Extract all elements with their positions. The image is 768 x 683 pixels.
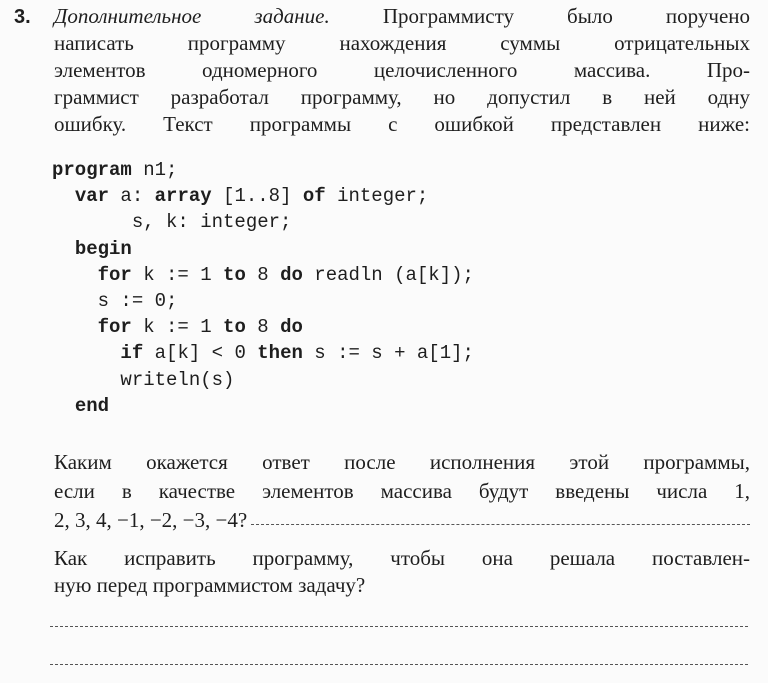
answer-blank-1[interactable] (251, 523, 750, 525)
code-line (52, 183, 474, 209)
code-keyword: do (280, 316, 303, 339)
question-2 (54, 545, 750, 599)
code-keyword: then (257, 342, 303, 365)
question-1-line: Каким окажется ответ после исполнения этой программы, (54, 450, 750, 474)
question-1-last-line (54, 506, 750, 535)
code-keyword: for (97, 316, 132, 339)
intro-line: элементов одномерного целочисленного массива. Про- (54, 58, 750, 82)
intro-line: ошибку. Текст программы с ошибкой представлен ниже: (54, 112, 750, 136)
code-line (52, 314, 474, 340)
code-line (52, 236, 474, 262)
code-text: 8 (245, 316, 281, 339)
code-text: k := 1 (131, 316, 224, 339)
code-keyword: var (74, 185, 110, 208)
code-text (52, 264, 98, 286)
code-text: s := 0; (52, 289, 178, 312)
code-line (52, 288, 474, 314)
code-text: readln (a[k]); (302, 263, 474, 286)
code-text: a: (109, 185, 155, 208)
task-intro (54, 3, 750, 138)
code-text (52, 395, 75, 417)
code-line (52, 393, 474, 419)
code-text: s := s + a[1]; (302, 342, 474, 365)
code-keyword: if (120, 342, 144, 365)
question-1 (54, 448, 750, 535)
intro-line (54, 3, 750, 30)
code-text: a[k] < 0 (143, 342, 258, 365)
code-keyword: to (223, 263, 246, 286)
intro-line: написать программу нахождения суммы отрицательных (54, 31, 750, 55)
code-keyword: to (223, 316, 246, 339)
code-text (52, 316, 98, 338)
code-keyword: program (52, 159, 132, 181)
answer-blank-3[interactable] (50, 664, 748, 665)
question-1-line: если в качестве элементов массива будут введены числа 1, (54, 479, 750, 503)
code-text (52, 342, 120, 364)
intro-line: граммист разработал программу, но допустил в ней одну (54, 85, 750, 109)
question-2-line: ную перед программистом задачу? (54, 573, 366, 597)
code-keyword: end (74, 394, 110, 417)
code-keyword: of (302, 185, 326, 208)
code-keyword: for (97, 263, 132, 286)
code-text: [1..8] (211, 185, 303, 208)
code-text: n1; (131, 159, 178, 181)
code-line (52, 340, 474, 366)
task-label: Дополнительное задание. (54, 4, 330, 28)
answer-blank-2[interactable] (50, 626, 748, 627)
code-keyword: begin (74, 237, 132, 260)
question-1-numbers: 2, 3, 4, −1, −2, −3, −4? (54, 508, 248, 532)
program-code (52, 157, 474, 419)
code-line (52, 367, 474, 393)
code-text: writeln(s) (52, 368, 235, 391)
code-keyword: array (154, 185, 212, 208)
code-text: integer; (325, 185, 429, 208)
code-line (52, 157, 474, 183)
intro-text: Программисту было поручено (382, 4, 751, 28)
code-text: k := 1 (131, 263, 224, 286)
code-text (52, 185, 75, 207)
code-text: s, k: integer; (52, 211, 292, 234)
task-number: 3. (14, 6, 31, 28)
code-text (52, 238, 75, 260)
code-text: 8 (245, 263, 281, 286)
question-2-line: Как исправить программу, чтобы она решала поставлен- (54, 546, 750, 570)
code-keyword: do (280, 263, 303, 286)
code-line (52, 262, 474, 288)
code-line (52, 209, 474, 235)
